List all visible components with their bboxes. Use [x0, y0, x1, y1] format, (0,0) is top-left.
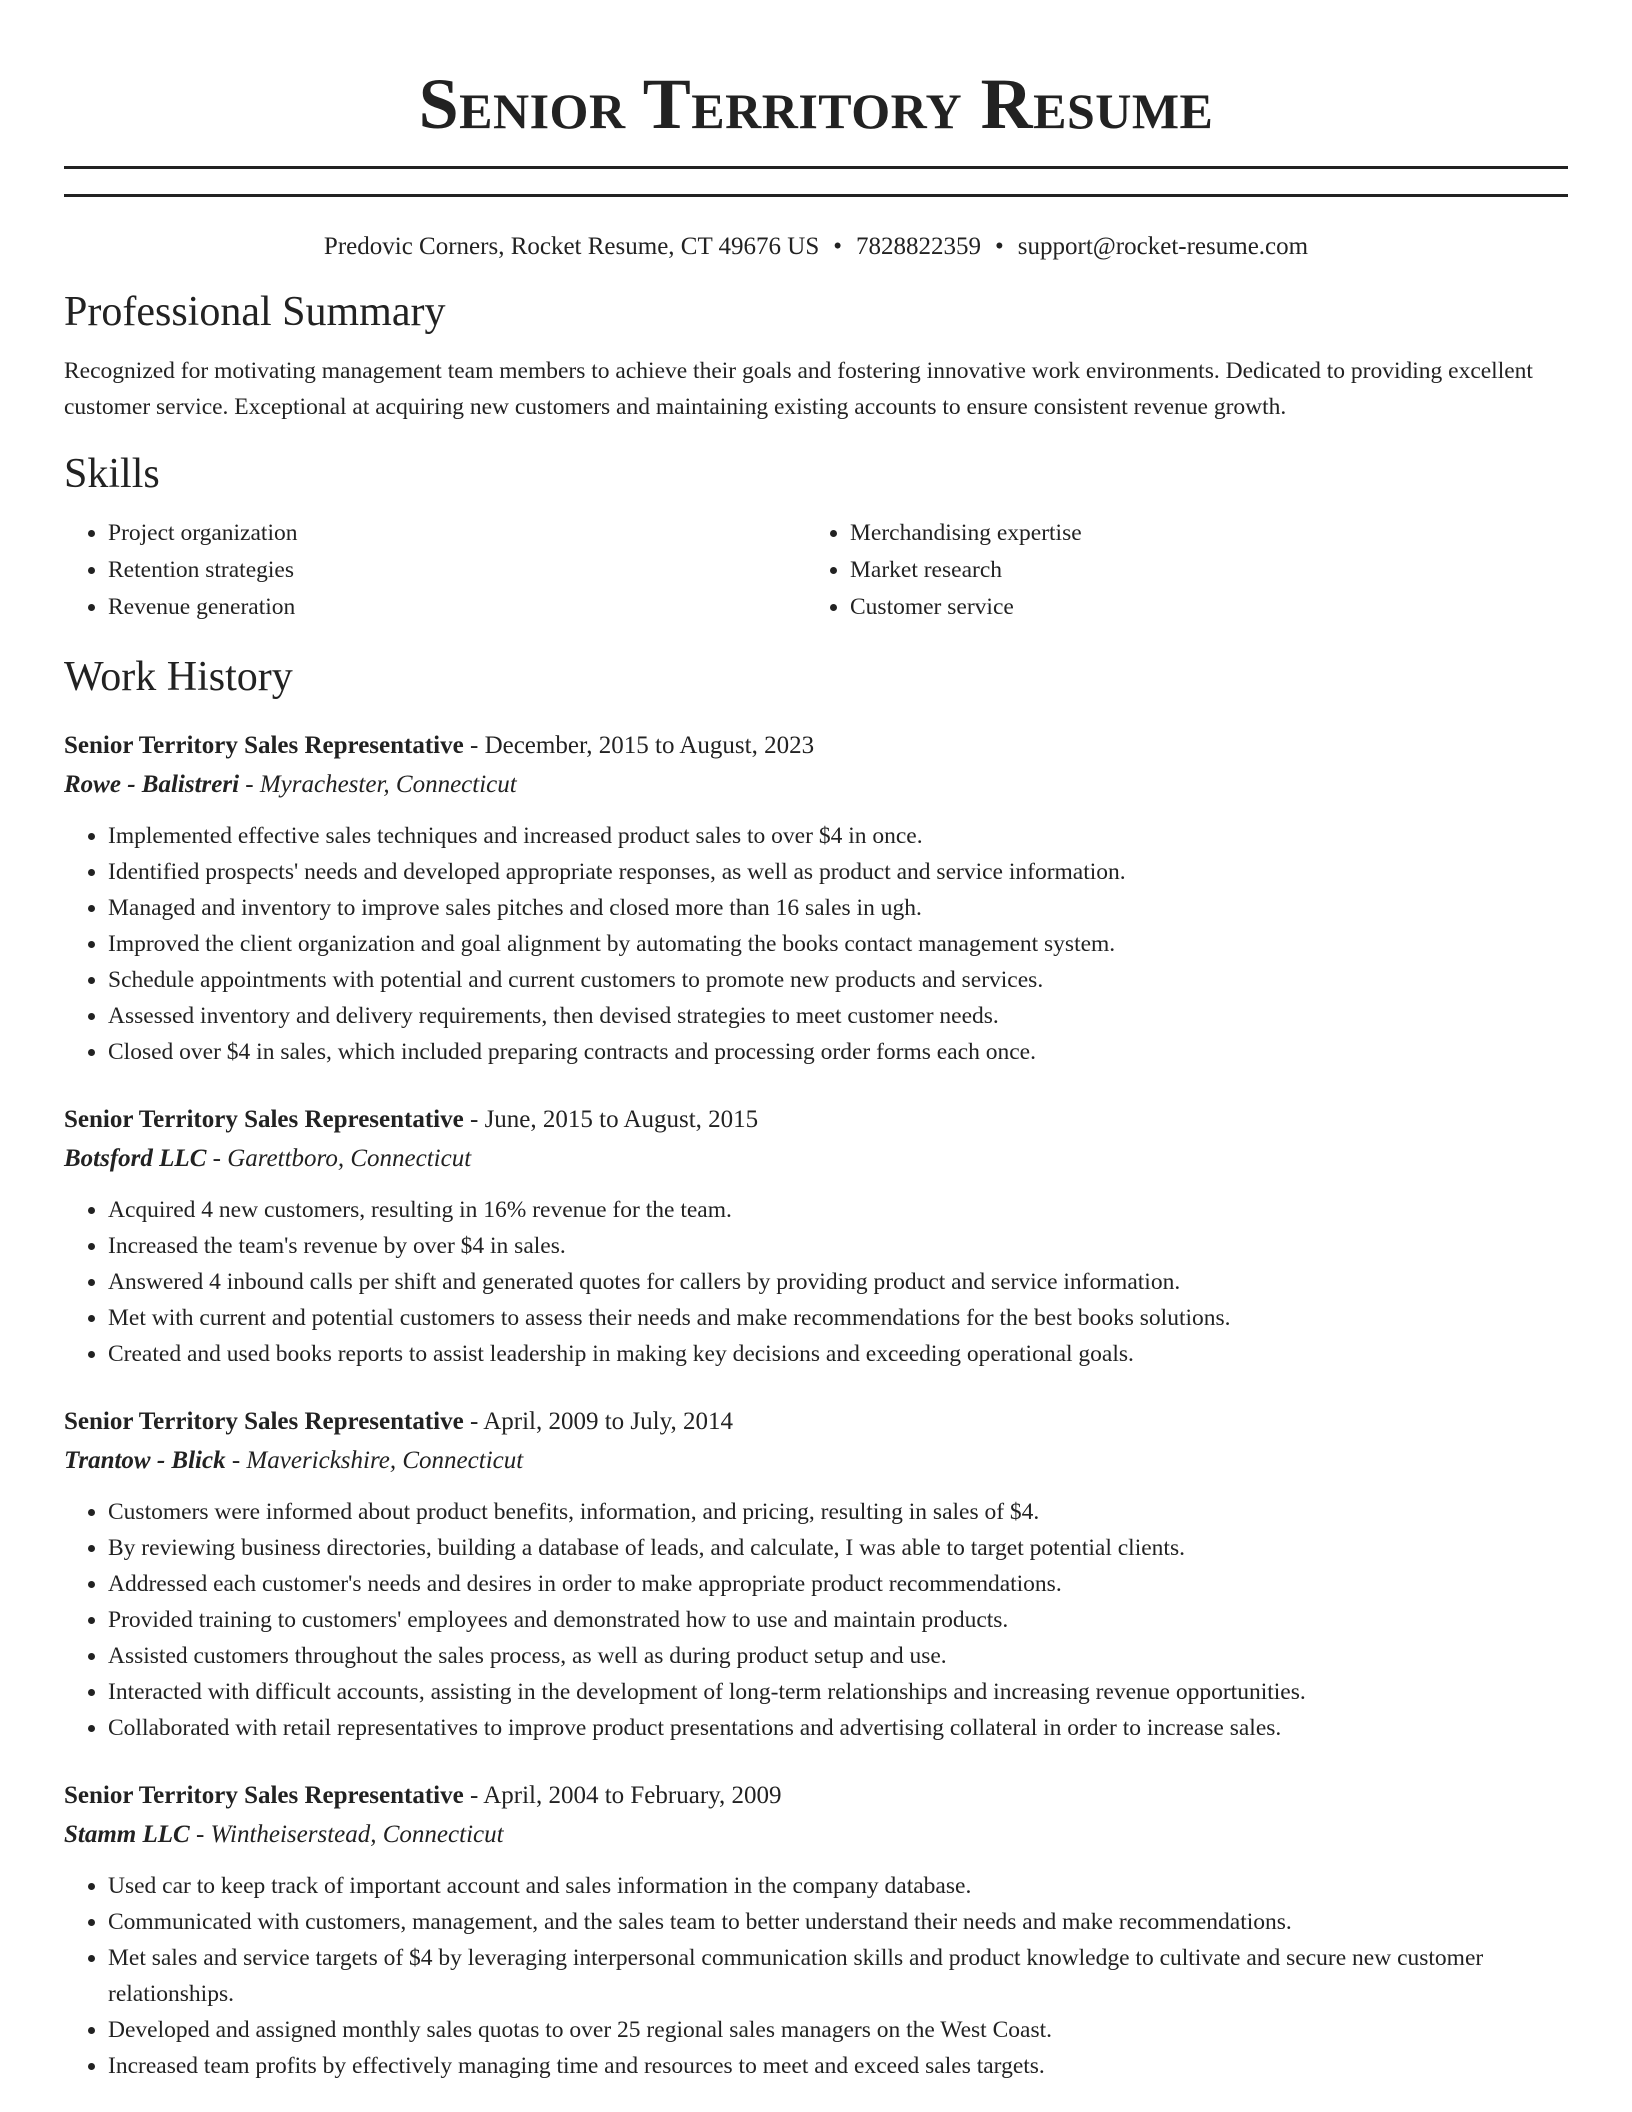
skill-item: • Retention strategies [108, 552, 806, 589]
contact-email: support@rocket-resume.com [1017, 233, 1309, 260]
contact-phone: 7828822359 [856, 233, 982, 260]
job-bullet: • Developed and assigned monthly sales quotas to over 25 regional sales managers on the West Coast. [108, 2012, 1568, 2048]
dash: - [189, 1821, 211, 1848]
job-title-line [64, 1402, 1568, 1442]
dash: - [463, 1782, 484, 1809]
company-line [64, 766, 1568, 804]
company-name: Botsford LLC [64, 1145, 207, 1172]
dash: - [239, 771, 260, 798]
dash: - [206, 1145, 228, 1172]
contact-separator: • [833, 233, 843, 260]
job-bullet: • Implemented effective sales techniques and increased product sales to over $4 in once. [108, 818, 1568, 854]
job-dates: December, 2015 to August, 2023 [484, 732, 815, 759]
job-title-line [64, 726, 1568, 766]
dash: - [463, 1408, 484, 1435]
skill-item: • Market research [850, 552, 1548, 589]
job-bullet: • Improved the client organization and goal alignment by automating the books contact management system. [108, 926, 1568, 962]
job-entry [64, 726, 1568, 1070]
skills-column-left [64, 515, 806, 626]
job-bullet: • Collaborated with retail representatives to improve product presentations and advertising collateral in order to increase sales. [108, 1710, 1568, 1746]
title-rule-bottom [64, 194, 1568, 197]
job-dates: April, 2009 to July, 2014 [483, 1408, 733, 1435]
job-entry [64, 1776, 1568, 2084]
skill-item: • Merchandising expertise [850, 515, 1548, 552]
job-title: Senior Territory Sales Representative [64, 1408, 464, 1435]
section-title-work-history: Work History [64, 654, 293, 700]
job-bullet: • Answered 4 inbound calls per shift and generated quotes for callers by providing product and service information. [108, 1264, 1568, 1300]
company-name: Stamm LLC [64, 1821, 190, 1848]
job-bullet: • Increased team profits by effectively managing time and resources to meet and exceed sales targets. [108, 2048, 1568, 2084]
job-entry [64, 1402, 1568, 1746]
skills-list [64, 515, 1568, 626]
job-bullet: • Identified prospects' needs and developed appropriate responses, as well as product and service information. [108, 854, 1568, 890]
job-bullets [64, 1868, 1568, 2084]
job-bullets [64, 1494, 1568, 1746]
contact-separator: • [995, 233, 1004, 260]
company-name: Trantow - Blick [64, 1447, 226, 1474]
job-bullet: • Acquired 4 new customers, resulting in 16% revenue for the team. [108, 1192, 1568, 1228]
job-bullet: • Provided training to customers' employees and demonstrated how to use and maintain products. [108, 1602, 1568, 1638]
company-line [64, 1442, 1568, 1480]
job-bullet: • Managed and inventory to improve sales pitches and closed more than 16 sales in ugh. [108, 890, 1568, 926]
job-bullet: • Increased the team's revenue by over $4 in sales. [108, 1228, 1568, 1264]
skill-item: • Revenue generation [108, 589, 806, 626]
section-title-summary: Professional Summary [64, 289, 446, 335]
contact-line [64, 231, 1568, 263]
job-bullets [64, 818, 1568, 1070]
resume-title: Senior Territory Resume [418, 64, 1214, 144]
job-entry [64, 1100, 1568, 1372]
contact-address: Predovic Corners, Rocket Resume, CT 49676 US [323, 233, 820, 260]
job-dates: June, 2015 to August, 2015 [484, 1106, 759, 1133]
job-bullet: • Assisted customers throughout the sales process, as well as during product setup and use. [108, 1638, 1568, 1674]
job-title-line [64, 1776, 1568, 1816]
summary-text: Recognized for motivating management team members to achieve their goals and fostering innovative work environments. Dedicated to providing excellent customer service. Exceptional at acquiring new customers and maintaining existing accounts to ensure consistent revenue growth. [64, 358, 1533, 420]
skill-item: • Customer service [850, 589, 1548, 626]
company-line [64, 1816, 1568, 1854]
job-bullet: • Addressed each customer's needs and desires in order to make appropriate product recommendations. [108, 1566, 1568, 1602]
job-title: Senior Territory Sales Representative [64, 1106, 464, 1133]
job-bullets [64, 1192, 1568, 1372]
job-bullet: • Customers were informed about product benefits, information, and pricing, resulting in sales of $4. [108, 1494, 1568, 1530]
skill-item: • Project organization [108, 515, 806, 552]
job-bullet: • Schedule appointments with potential and current customers to promote new products and services. [108, 962, 1568, 998]
job-title-line [64, 1100, 1568, 1140]
resume-page [64, 0, 1568, 2084]
company-location: Myrachester, Connecticut [259, 771, 517, 798]
dash: - [463, 732, 485, 759]
dash: - [463, 1106, 485, 1133]
job-bullet: • Interacted with difficult accounts, assisting in the development of long-term relationships and increasing revenue opportunities. [108, 1674, 1568, 1710]
job-bullet: • Used car to keep track of important account and sales information in the company database. [108, 1868, 1568, 1904]
job-title: Senior Territory Sales Representative [64, 732, 464, 759]
section-title-skills: Skills [64, 451, 160, 497]
job-bullet: • Met with current and potential customers to assess their needs and make recommendations for the best books solutions. [108, 1300, 1568, 1336]
company-location: Garettboro, Connecticut [227, 1145, 472, 1172]
job-dates: April, 2004 to February, 2009 [483, 1782, 782, 1809]
company-location: Maverickshire, Connecticut [246, 1447, 524, 1474]
job-bullet: • Closed over $4 in sales, which included preparing contracts and processing order forms each once. [108, 1034, 1568, 1070]
job-bullet: • Created and used books reports to assist leadership in making key decisions and exceeding operational goals. [108, 1336, 1568, 1372]
job-bullet: • By reviewing business directories, building a database of leads, and calculate, I was able to target potential clients. [108, 1530, 1568, 1566]
job-bullet: • Assessed inventory and delivery requirements, then devised strategies to meet customer needs. [108, 998, 1568, 1034]
company-location: Wintheiserstead, Connecticut [210, 1821, 504, 1848]
skills-column-right [806, 515, 1548, 626]
company-line [64, 1140, 1568, 1178]
company-name: Rowe - Balistreri [64, 771, 240, 798]
job-bullet: • Met sales and service targets of $4 by leveraging interpersonal communication skills and product knowledge to cultivate and secure new customer relationships. [108, 1940, 1568, 2012]
dash: - [225, 1447, 247, 1474]
job-bullet: • Communicated with customers, management, and the sales team to better understand their needs and make recommendations. [108, 1904, 1568, 1940]
job-title: Senior Territory Sales Representative [64, 1782, 464, 1809]
